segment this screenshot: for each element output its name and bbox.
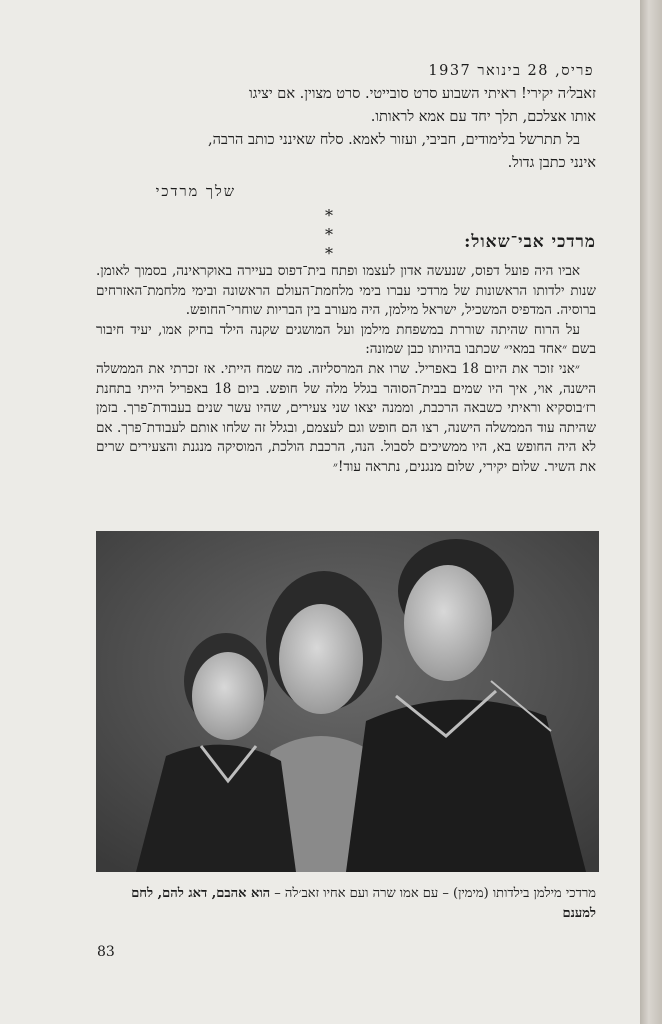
body-paragraph: על הרוח שהיתה שוררת במשפחת מילמן ועל המושגים שקנה הילד בחיק אמו, יעיד חיבור בשם ״אחד במאי״ שכתבו בהיותו כבן שמונה: — [96, 321, 596, 358]
photo-caption — [96, 884, 596, 924]
letter-line: אינני כתבן גדול. — [507, 155, 596, 171]
caption-text: מרדכי מילמן בילדותו (מימין) – עם אמו שרה ועם אחיו זאב׳לה – — [270, 886, 596, 901]
letter-block — [96, 60, 596, 204]
letter-line: בל תתרשל בלימודים, חביבי, ועזור לאמא. סלח שאינני כותב הרבה, — [207, 132, 580, 148]
body-paragraph: ״אני זוכר את היום 18 באפריל. שרו את המרסליזה. מה שמח הייתי. אז זכרתי את הממשלה הישנה, אוי, איך היו שמים בבית־הסוהר בגלל מלה של חופש. ביום 18 באפריל הייתי בתחנת רז׳בוסקיא וראיתי כשבאה הרכבת, וממנה יצאו שני צעירים, שהיו עשר שנים בעבודת־פרך. בזמן שהיתה עוד הממשלה הישנה, רצו הם חופש וגם לעצמם, ובגלל זה שלחו אותם לעבודת־פרך. אם לא היה החופש בא, היו ממשיכים לסבול. הנה, הרכבת הולכת, המוסיקה מנגנת והצעירים שרים את השיר. שלום יקירי, שלום מנגנים, נתראה עוד!״ — [96, 360, 597, 475]
page-number: 83 — [97, 944, 115, 960]
section-body — [96, 262, 596, 478]
letter-line: אותו אצלכם, תלך יחד עם אמא לראותו. — [370, 109, 596, 125]
portrait-illustration — [96, 531, 599, 872]
book-edge — [640, 0, 662, 1024]
family-portrait-photo — [96, 531, 599, 872]
letter-signoff: שלך מרדכי — [155, 184, 236, 200]
section-heading: מרדכי אבי־שאול: — [464, 232, 596, 252]
caption-bold-text: הוא אהבם, דאג להם, לחם למענם — [131, 886, 596, 921]
letter-line: זאבל׳ה יקירי! ראיתי השבוע סרט סובייטי. סרט מצוין. אם יציגו — [248, 86, 596, 102]
section-separator: * * * — [325, 206, 355, 263]
body-paragraph: אביו היה פועל דפוס, שנעשה אדון לעצמו ופתח בית־דפוס בעיירה באוקראינה, בסמוך לאומן. שנות ילדותו הראשונות של מרדכי עברו בימי מלחמת־העולם הראשונה ובימי מלחמת־האזרחים ברוסיה. המדפיס המשכיל, ישראל מילמן, היה מעורב בין הבריות שוחרי־החופש. — [96, 263, 596, 319]
letter-dateline: פריס, 28 בינואר 1937 — [428, 63, 594, 79]
